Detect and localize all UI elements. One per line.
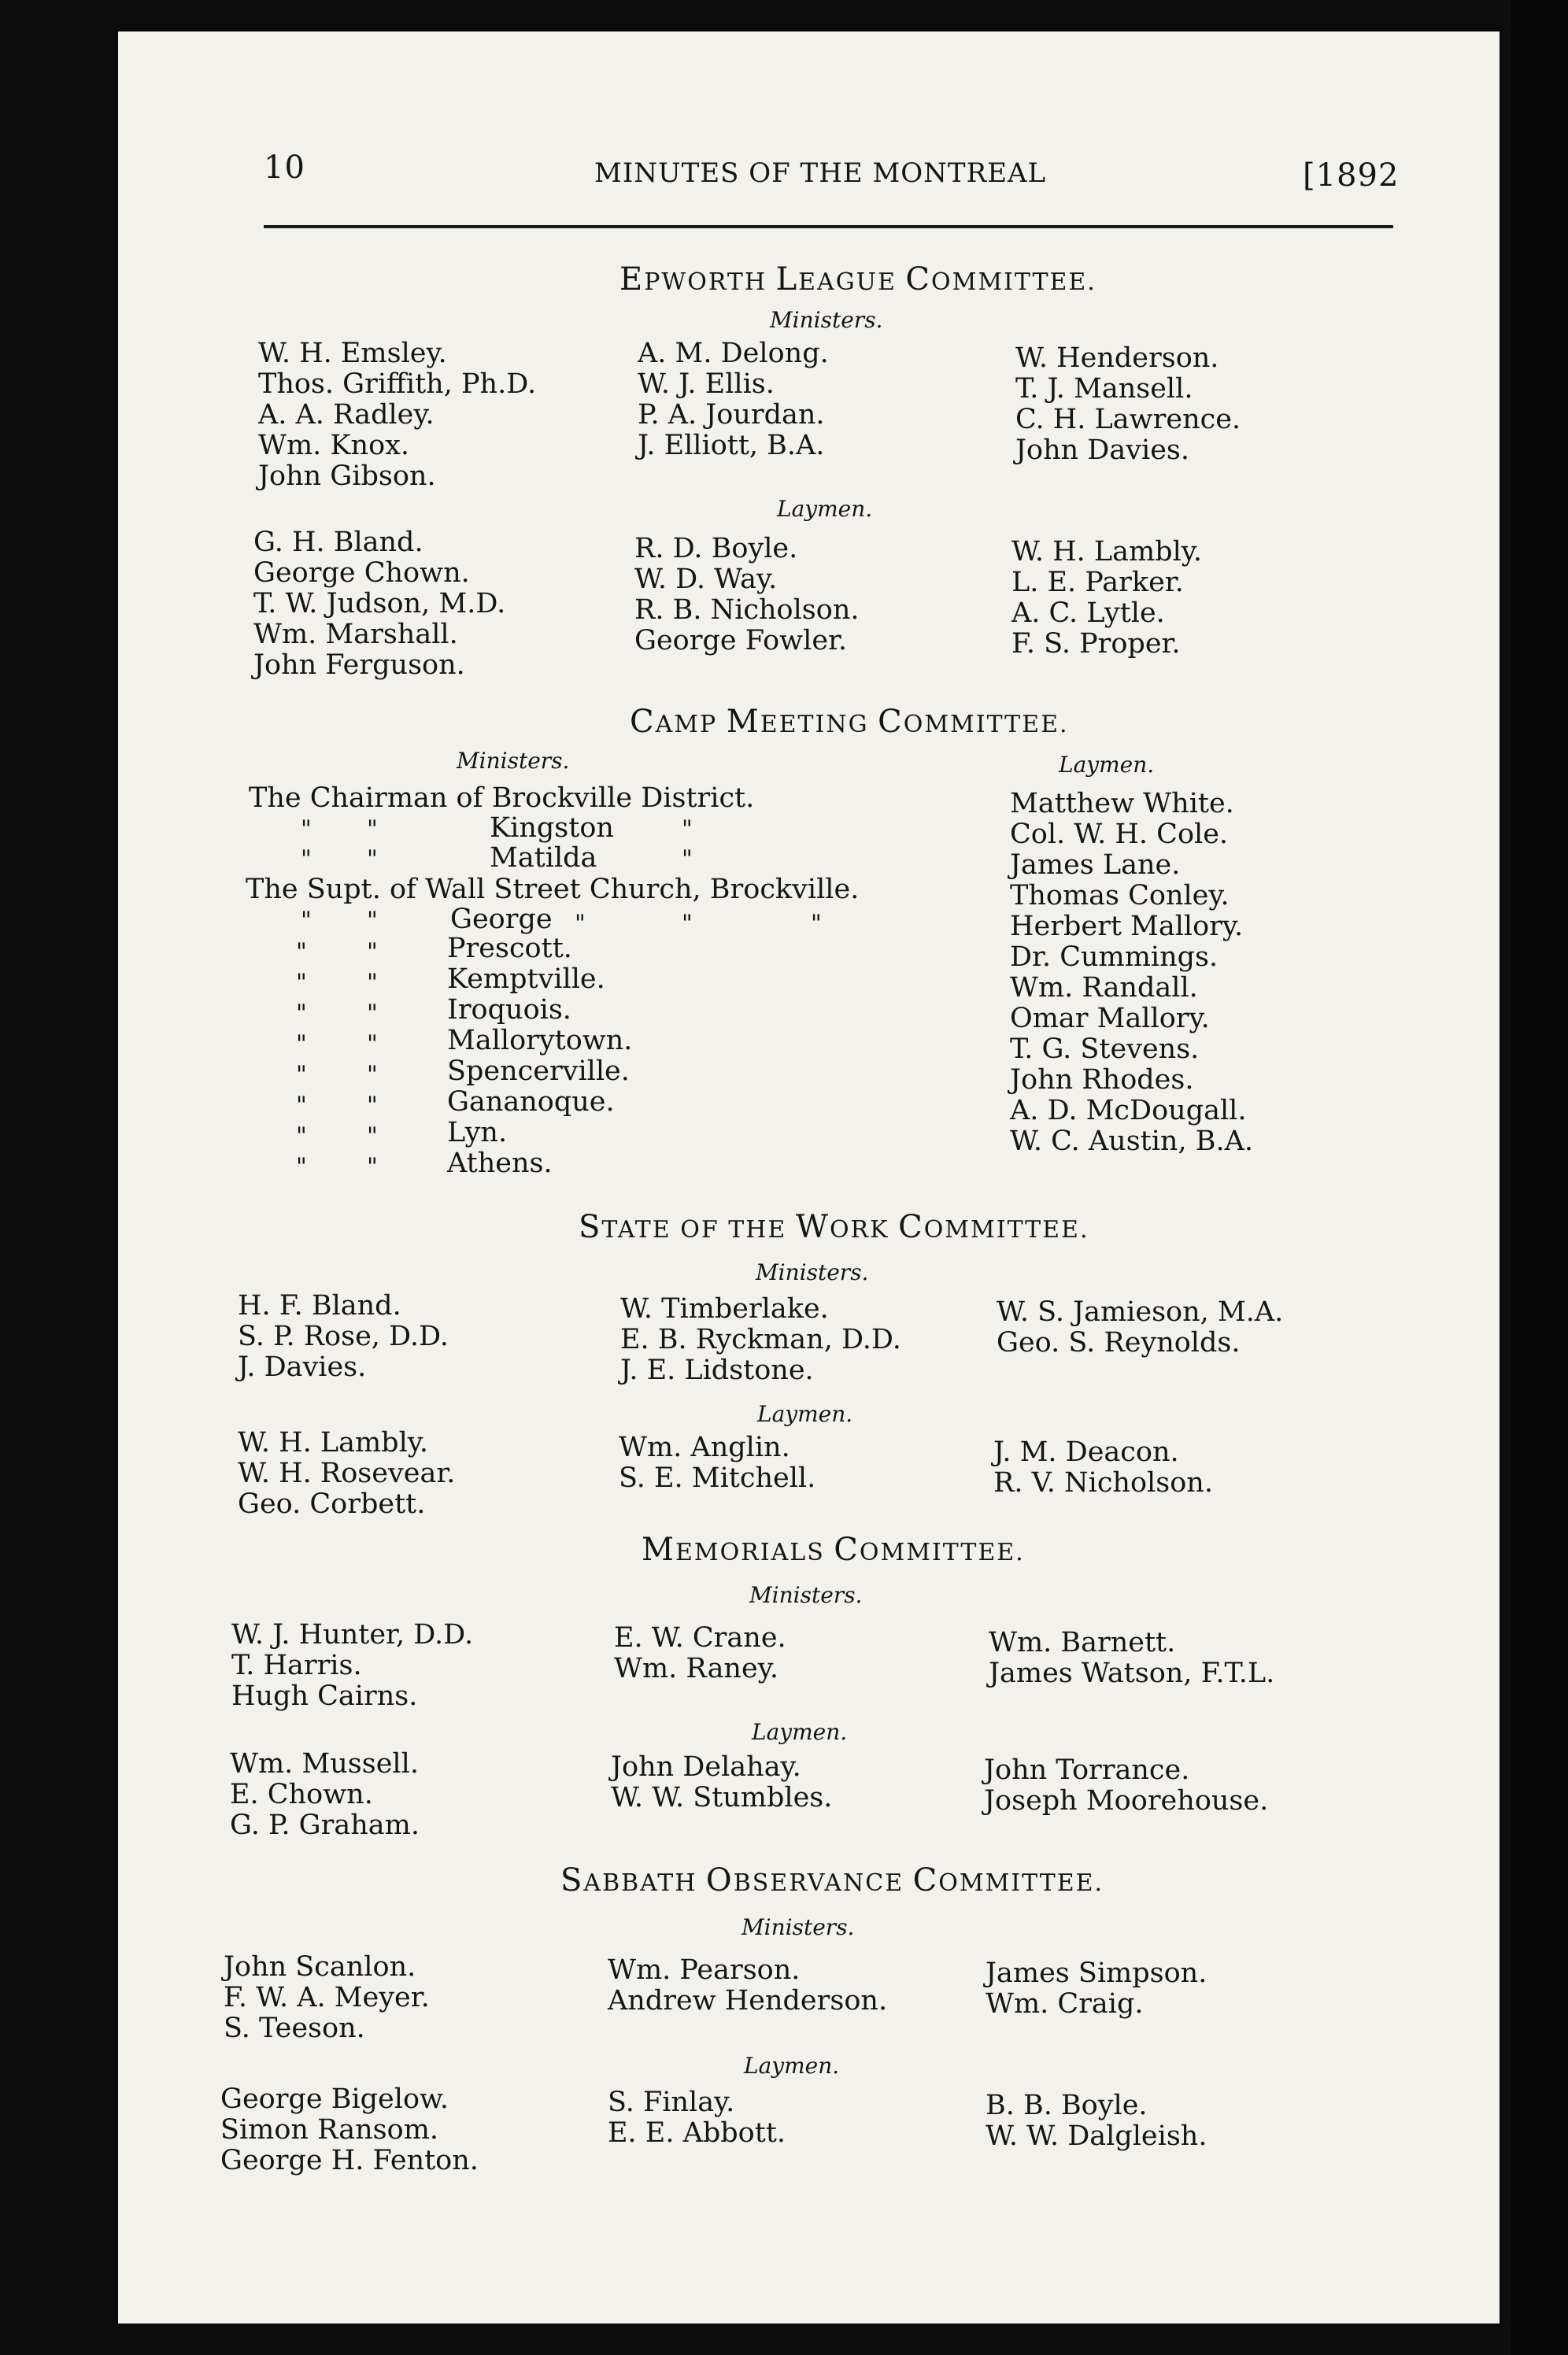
camp-ditto-col-1 bbox=[296, 937, 307, 1182]
church-name: Athens. bbox=[447, 1148, 553, 1179]
name: John Ferguson. bbox=[253, 649, 465, 681]
epworth-ministers-col-2 bbox=[638, 338, 829, 461]
name: E. B. Ryckman, D.D. bbox=[620, 1324, 901, 1355]
memorials-laymen-label: Laymen. bbox=[752, 1719, 848, 1745]
name: G. H. Bland. bbox=[253, 527, 423, 558]
church-name: Spencerville. bbox=[447, 1055, 630, 1087]
ditto-mark: " bbox=[367, 1122, 378, 1150]
sabbath-laymen-col-3 bbox=[986, 2091, 1207, 2152]
sabbath-ministers-col-2 bbox=[608, 1955, 887, 2017]
name: G. P. Graham. bbox=[230, 1810, 420, 1841]
name: Omar Mallory. bbox=[1010, 1003, 1210, 1034]
church-name: Iroquois. bbox=[447, 994, 571, 1026]
ditto-mark: " bbox=[367, 1000, 378, 1027]
sabbath-laymen-label: Laymen. bbox=[744, 2053, 840, 2079]
name: Dr. Cummings. bbox=[1010, 941, 1219, 973]
sabbath-ministers-col-1 bbox=[224, 1952, 430, 2044]
sabbath-laymen-col-1 bbox=[220, 2084, 479, 2176]
ditto-mark: " bbox=[301, 815, 312, 843]
state-ministers-col-3 bbox=[997, 1297, 1283, 1359]
name: James Watson, F.T.L. bbox=[989, 1658, 1275, 1689]
church-name: Mallorytown. bbox=[447, 1025, 633, 1056]
name: Geo. S. Reynolds. bbox=[997, 1327, 1241, 1359]
name: W. Henderson. bbox=[1015, 342, 1219, 374]
ditto-mark: " bbox=[296, 1061, 307, 1089]
name: F. S. Proper. bbox=[1011, 628, 1181, 660]
epworth-title: EPWORTH LEAGUE COMMITTEE. bbox=[619, 261, 1096, 298]
name: H. F. Bland. bbox=[238, 1290, 401, 1322]
ditto-mark: " bbox=[296, 1092, 307, 1119]
name: W. H. Lambly. bbox=[1011, 536, 1203, 567]
name: E. E. Abbott. bbox=[608, 2117, 786, 2149]
name: W. C. Austin, B.A. bbox=[1010, 1126, 1253, 1157]
name: Wm. Knox. bbox=[258, 430, 410, 461]
page-number: 10 bbox=[264, 150, 305, 186]
state-laymen-col-2 bbox=[619, 1433, 815, 1494]
header-rule bbox=[264, 225, 1393, 228]
name: John Delahay. bbox=[611, 1751, 801, 1783]
ditto-mark: " bbox=[367, 969, 378, 996]
epworth-ministers-label: Ministers. bbox=[770, 307, 883, 333]
running-title: MINUTES OF THE MONTREAL bbox=[594, 157, 1047, 189]
camp-ministers-list bbox=[249, 783, 754, 814]
name: T. G. Stevens. bbox=[1010, 1033, 1200, 1065]
name: W. J. Hunter, D.D. bbox=[231, 1619, 474, 1651]
ditto-mark: " bbox=[575, 910, 586, 937]
name: A. D. McDougall. bbox=[1010, 1095, 1247, 1126]
church-name: Gananoque. bbox=[447, 1086, 615, 1118]
name: Wm. Craig. bbox=[986, 1988, 1144, 2020]
ditto-mark: " bbox=[301, 845, 312, 873]
name: A. M. Delong. bbox=[638, 338, 829, 369]
camp-ditto-col-2 bbox=[367, 937, 378, 1182]
supt-line: The Supt. of Wall Street Church, Brockville. bbox=[246, 874, 860, 905]
memorials-ministers-col-1 bbox=[231, 1620, 473, 1712]
name: F. W. A. Meyer. bbox=[224, 1982, 430, 2013]
ditto-mark: " bbox=[367, 1153, 378, 1181]
name: A. A. Radley. bbox=[258, 399, 435, 431]
name: W. H. Lambly. bbox=[238, 1427, 429, 1458]
state-laymen-label: Laymen. bbox=[757, 1401, 853, 1427]
memorials-laymen-col-1 bbox=[230, 1749, 420, 1841]
name: John Rhodes. bbox=[1010, 1064, 1194, 1096]
ditto-mark: " bbox=[301, 907, 312, 934]
name: S. Finlay. bbox=[608, 2087, 735, 2118]
sabbath-ministers-col-3 bbox=[986, 1958, 1207, 2020]
name: T. W. Judson, M.D. bbox=[253, 588, 506, 619]
ditto-mark: " bbox=[367, 845, 378, 873]
church-name: Kemptville. bbox=[447, 963, 605, 995]
name: W. J. Ellis. bbox=[638, 368, 775, 400]
name: W. D. Way. bbox=[634, 564, 778, 595]
name: J. Davies. bbox=[238, 1351, 367, 1383]
name: J. Elliott, B.A. bbox=[638, 430, 825, 461]
state-title: STATE OF THE WORK COMMITTEE. bbox=[579, 1209, 1089, 1245]
name: T. Harris. bbox=[231, 1650, 362, 1681]
name: E. W. Crane. bbox=[614, 1622, 786, 1654]
camp-laymen-label: Laymen. bbox=[1059, 752, 1155, 778]
ditto-mark: " bbox=[296, 969, 307, 996]
name: John Torrance. bbox=[984, 1754, 1190, 1786]
district-name: Kingston bbox=[490, 812, 614, 844]
name: B. B. Boyle. bbox=[986, 2090, 1148, 2121]
camp-ministers-label: Ministers. bbox=[457, 748, 570, 774]
name: Thomas Conley. bbox=[1010, 880, 1230, 911]
ditto-mark: " bbox=[296, 1000, 307, 1027]
name: Wm. Randall. bbox=[1010, 972, 1198, 1004]
name: Wm. Mussell. bbox=[230, 1748, 419, 1780]
epworth-ministers-col-1 bbox=[258, 338, 536, 492]
name: W. W. Dalgleish. bbox=[986, 2120, 1207, 2152]
church-name: Lyn. bbox=[447, 1117, 508, 1148]
name: Herbert Mallory. bbox=[1010, 911, 1244, 942]
ditto-mark: " bbox=[296, 938, 307, 966]
name: Wm. Marshall. bbox=[253, 619, 458, 650]
name: S. Teeson. bbox=[224, 2013, 365, 2044]
book-spine bbox=[1511, 0, 1568, 2355]
ditto-mark: " bbox=[367, 1030, 378, 1058]
name: T. J. Mansell. bbox=[1015, 373, 1193, 405]
name: John Scanlon. bbox=[224, 1951, 416, 1983]
name: R. B. Nicholson. bbox=[634, 594, 860, 626]
name: Wm. Pearson. bbox=[608, 1954, 801, 1986]
ditto-mark: " bbox=[367, 1061, 378, 1089]
name: C. H. Lawrence. bbox=[1015, 404, 1241, 435]
name: John Gibson. bbox=[258, 460, 436, 492]
state-ministers-col-2 bbox=[620, 1294, 901, 1386]
name: Wm. Barnett. bbox=[989, 1627, 1176, 1658]
name: Andrew Henderson. bbox=[608, 1985, 888, 2017]
name: P. A. Jourdan. bbox=[638, 399, 825, 431]
camp-church-list bbox=[447, 933, 632, 1179]
memorials-ministers-col-2 bbox=[614, 1623, 786, 1684]
sabbath-ministers-label: Ministers. bbox=[741, 1914, 855, 1940]
name: George Bigelow. bbox=[220, 2083, 449, 2115]
name: George Chown. bbox=[253, 557, 470, 589]
state-laymen-col-1 bbox=[238, 1428, 455, 1520]
state-ministers-col-1 bbox=[238, 1291, 449, 1383]
ditto-mark: " bbox=[682, 910, 693, 937]
memorials-ministers-label: Ministers. bbox=[749, 1582, 863, 1608]
name: W. Timberlake. bbox=[620, 1293, 829, 1325]
name: James Simpson. bbox=[986, 1958, 1207, 1989]
name: W. S. Jamieson, M.A. bbox=[997, 1296, 1284, 1328]
district-name: Matilda bbox=[490, 842, 597, 874]
name: R. D. Boyle. bbox=[634, 533, 798, 564]
name: Col. W. H. Cole. bbox=[1010, 819, 1229, 850]
sabbath-laymen-col-2 bbox=[608, 2087, 786, 2149]
name: George H. Fenton. bbox=[220, 2145, 479, 2176]
ditto-mark: " bbox=[682, 815, 693, 843]
ditto-mark: " bbox=[296, 1122, 307, 1150]
epworth-laymen-col-2 bbox=[634, 534, 860, 656]
name: L. E. Parker. bbox=[1011, 567, 1184, 598]
ditto-mark: " bbox=[296, 1153, 307, 1181]
name: Matthew White. bbox=[1010, 788, 1234, 819]
ditto-mark: " bbox=[367, 907, 378, 934]
memorials-ministers-col-3 bbox=[989, 1628, 1274, 1689]
name: W. H. Emsley. bbox=[258, 338, 447, 369]
name: Simon Ransom. bbox=[220, 2114, 439, 2146]
ditto-mark: " bbox=[682, 845, 693, 873]
ditto-mark: " bbox=[367, 1092, 378, 1119]
state-laymen-col-3 bbox=[993, 1437, 1213, 1499]
epworth-laymen-col-3 bbox=[1011, 537, 1202, 660]
name: John Davies. bbox=[1015, 434, 1190, 466]
memorials-laymen-col-3 bbox=[984, 1755, 1268, 1817]
name: James Lane. bbox=[1010, 849, 1181, 881]
ditto-mark: " bbox=[367, 815, 378, 843]
name: Thos. Griffith, Ph.D. bbox=[258, 368, 537, 400]
camp-laymen-list bbox=[1010, 789, 1253, 1157]
church-name: George bbox=[450, 904, 553, 935]
name: Wm. Raney. bbox=[614, 1653, 778, 1684]
name: S. E. Mitchell. bbox=[619, 1462, 816, 1494]
epworth-laymen-label: Laymen. bbox=[777, 496, 873, 522]
name: Hugh Cairns. bbox=[231, 1680, 418, 1712]
sabbath-title: SABBATH OBSERVANCE COMMITTEE. bbox=[560, 1862, 1104, 1898]
name: R. V. Nicholson. bbox=[993, 1467, 1213, 1499]
epworth-ministers-col-3 bbox=[1015, 343, 1241, 466]
epworth-laymen-col-1 bbox=[253, 527, 505, 681]
name: J. M. Deacon. bbox=[993, 1436, 1179, 1468]
name: E. Chown. bbox=[230, 1779, 373, 1810]
name: S. P. Rose, D.D. bbox=[238, 1321, 449, 1352]
name: Wm. Anglin. bbox=[619, 1432, 790, 1463]
camp-title: CAMP MEETING COMMITTEE. bbox=[630, 704, 1069, 740]
state-ministers-label: Ministers. bbox=[756, 1259, 869, 1285]
name: W. W. Stumbles. bbox=[611, 1782, 833, 1813]
name: Geo. Corbett. bbox=[238, 1488, 426, 1520]
ditto-mark: " bbox=[811, 910, 822, 937]
memorials-laymen-col-2 bbox=[611, 1752, 832, 1813]
chairman-line: The Chairman of Brockville District. bbox=[249, 782, 755, 814]
name: A. C. Lytle. bbox=[1011, 597, 1165, 629]
ditto-mark: " bbox=[367, 938, 378, 966]
name: George Fowler. bbox=[634, 625, 848, 656]
name: W. H. Rosevear. bbox=[238, 1458, 456, 1489]
name: J. E. Lidstone. bbox=[620, 1355, 814, 1386]
ditto-mark: " bbox=[296, 1030, 307, 1058]
memorials-title: MEMORIALS COMMITTEE. bbox=[642, 1532, 1025, 1568]
name: Joseph Moorehouse. bbox=[984, 1785, 1269, 1817]
church-name: Prescott. bbox=[447, 933, 572, 964]
year-marker: [1892 bbox=[1303, 157, 1400, 194]
